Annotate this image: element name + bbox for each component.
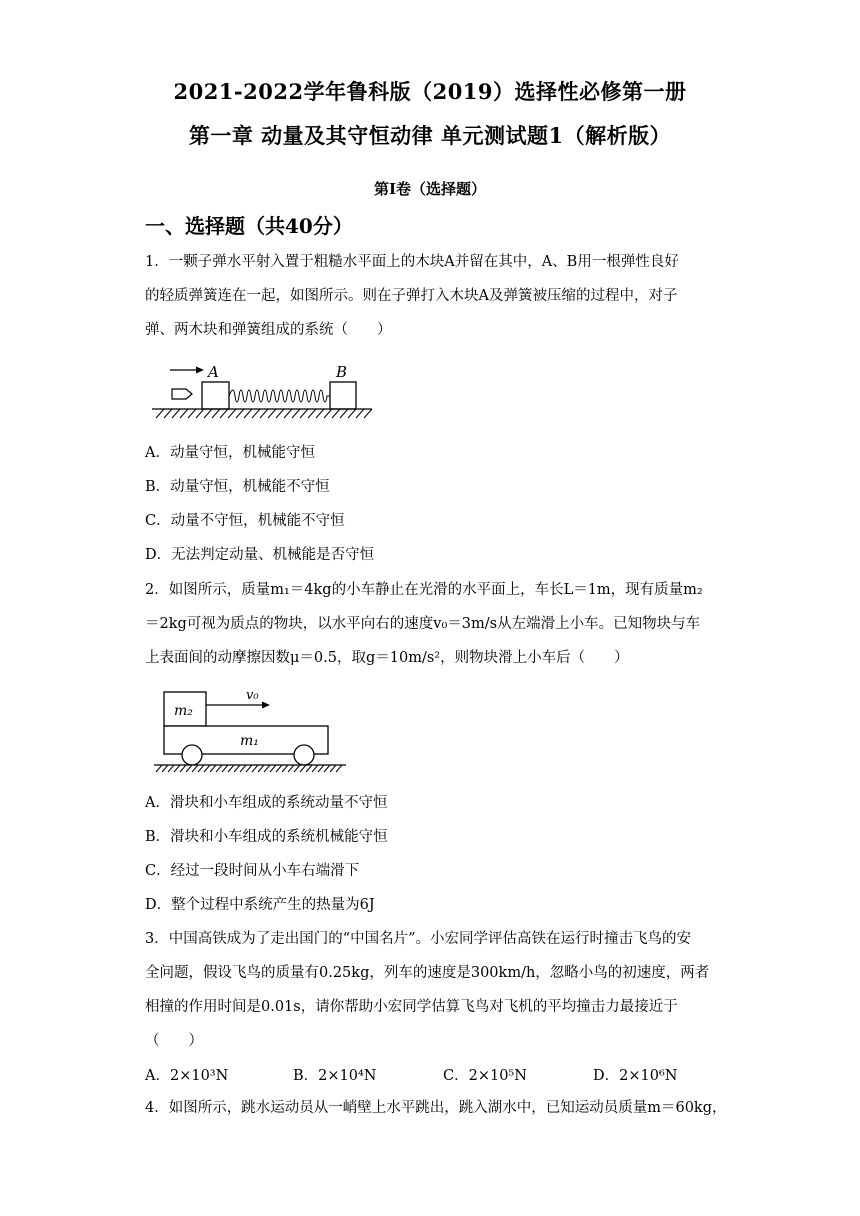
q3-option-d: D．2×10⁶N xyxy=(593,1068,678,1084)
q2-label-v0: v₀ xyxy=(246,688,259,703)
q2-text-line1: 2．如图所示，质量m₁＝4kg的小车静止在光滑的水平面上，车长L＝1m，现有质量m₂ xyxy=(145,582,703,598)
q3-option-a: A．2×10³N xyxy=(145,1068,229,1084)
q1-option-a: A．动量守恒，机械能守恒 xyxy=(145,445,315,461)
q2-figure-block-on-cart xyxy=(150,684,350,776)
q1-text-line2: 的轻质弹簧连在一起，如图所示。则在子弹打入木块A及弹簧被压缩的过程中，对子 xyxy=(145,288,678,304)
q3-option-c: C．2×10⁵N xyxy=(443,1068,527,1084)
q1-label-b: B xyxy=(336,363,348,381)
q2-label-m2: m₂ xyxy=(174,703,193,719)
q3-text-line4: （ ） xyxy=(145,1033,203,1049)
q1-option-b: B．动量守恒，机械能不守恒 xyxy=(145,479,330,495)
q1-figure-bullet-spring-blocks xyxy=(150,358,380,422)
q3-text-line2: 全问题，假设飞鸟的质量有0.25kg，列车的速度是300km/h，忽略小鸟的初速度，两者 xyxy=(145,965,710,981)
q4-text-line1: 4．如图所示，跳水运动员从一峭壁上水平跳出，跳入湖水中，已知运动员质量m＝60kg， xyxy=(145,1100,727,1116)
q1-text-line3: 弹、两木块和弹簧组成的系统（ ） xyxy=(145,322,392,338)
document-title-line1: 2021-2022学年鲁科版（2019）选择性必修第一册 xyxy=(173,79,687,104)
q2-option-d: D．整个过程中系统产生的热量为6J xyxy=(145,897,375,913)
q2-option-b: B．滑块和小车组成的系统机械能守恒 xyxy=(145,829,388,845)
q3-text-line3: 相撞的作用时间是0.01s，请你帮助小宏同学估算飞鸟对飞机的平均撞击力最接近于 xyxy=(145,999,678,1015)
q2-option-c: C．经过一段时间从小车右端滑下 xyxy=(145,863,360,879)
q3-text-line1: 3．中国高铁成为了走出国门的“中国名片”。小宏同学评估高铁在运行时撞击飞鸟的安 xyxy=(145,931,692,947)
q1-label-a: A xyxy=(208,363,219,381)
section-heading: 一、选择题（共40分） xyxy=(145,214,353,238)
q1-option-d: D．无法判定动量、机械能是否守恒 xyxy=(145,547,375,563)
q1-option-c: C．动量不守恒，机械能不守恒 xyxy=(145,513,345,529)
volume-heading: 第I卷（选择题） xyxy=(373,180,487,198)
q3-option-b: B．2×10⁴N xyxy=(293,1068,377,1084)
q2-option-a: A．滑块和小车组成的系统动量不守恒 xyxy=(145,795,388,811)
q1-text-line1: 1．一颗子弹水平射入置于粗糙水平面上的木块A并留在其中，A、B用一根弹性良好 xyxy=(145,254,679,270)
q2-label-m1: m₁ xyxy=(240,733,259,749)
q2-text-line3: 上表面间的动摩擦因数μ＝0.5，取g＝10m/s²，则物块滑上小车后（ ） xyxy=(145,650,629,666)
q2-text-line2: ＝2kg可视为质点的物块，以水平向右的速度v₀＝3m/s从左端滑上小车。已知物块与车 xyxy=(145,616,701,632)
document-title-line2: 第一章 动量及其守恒动律 单元测试题1（解析版） xyxy=(188,123,672,148)
